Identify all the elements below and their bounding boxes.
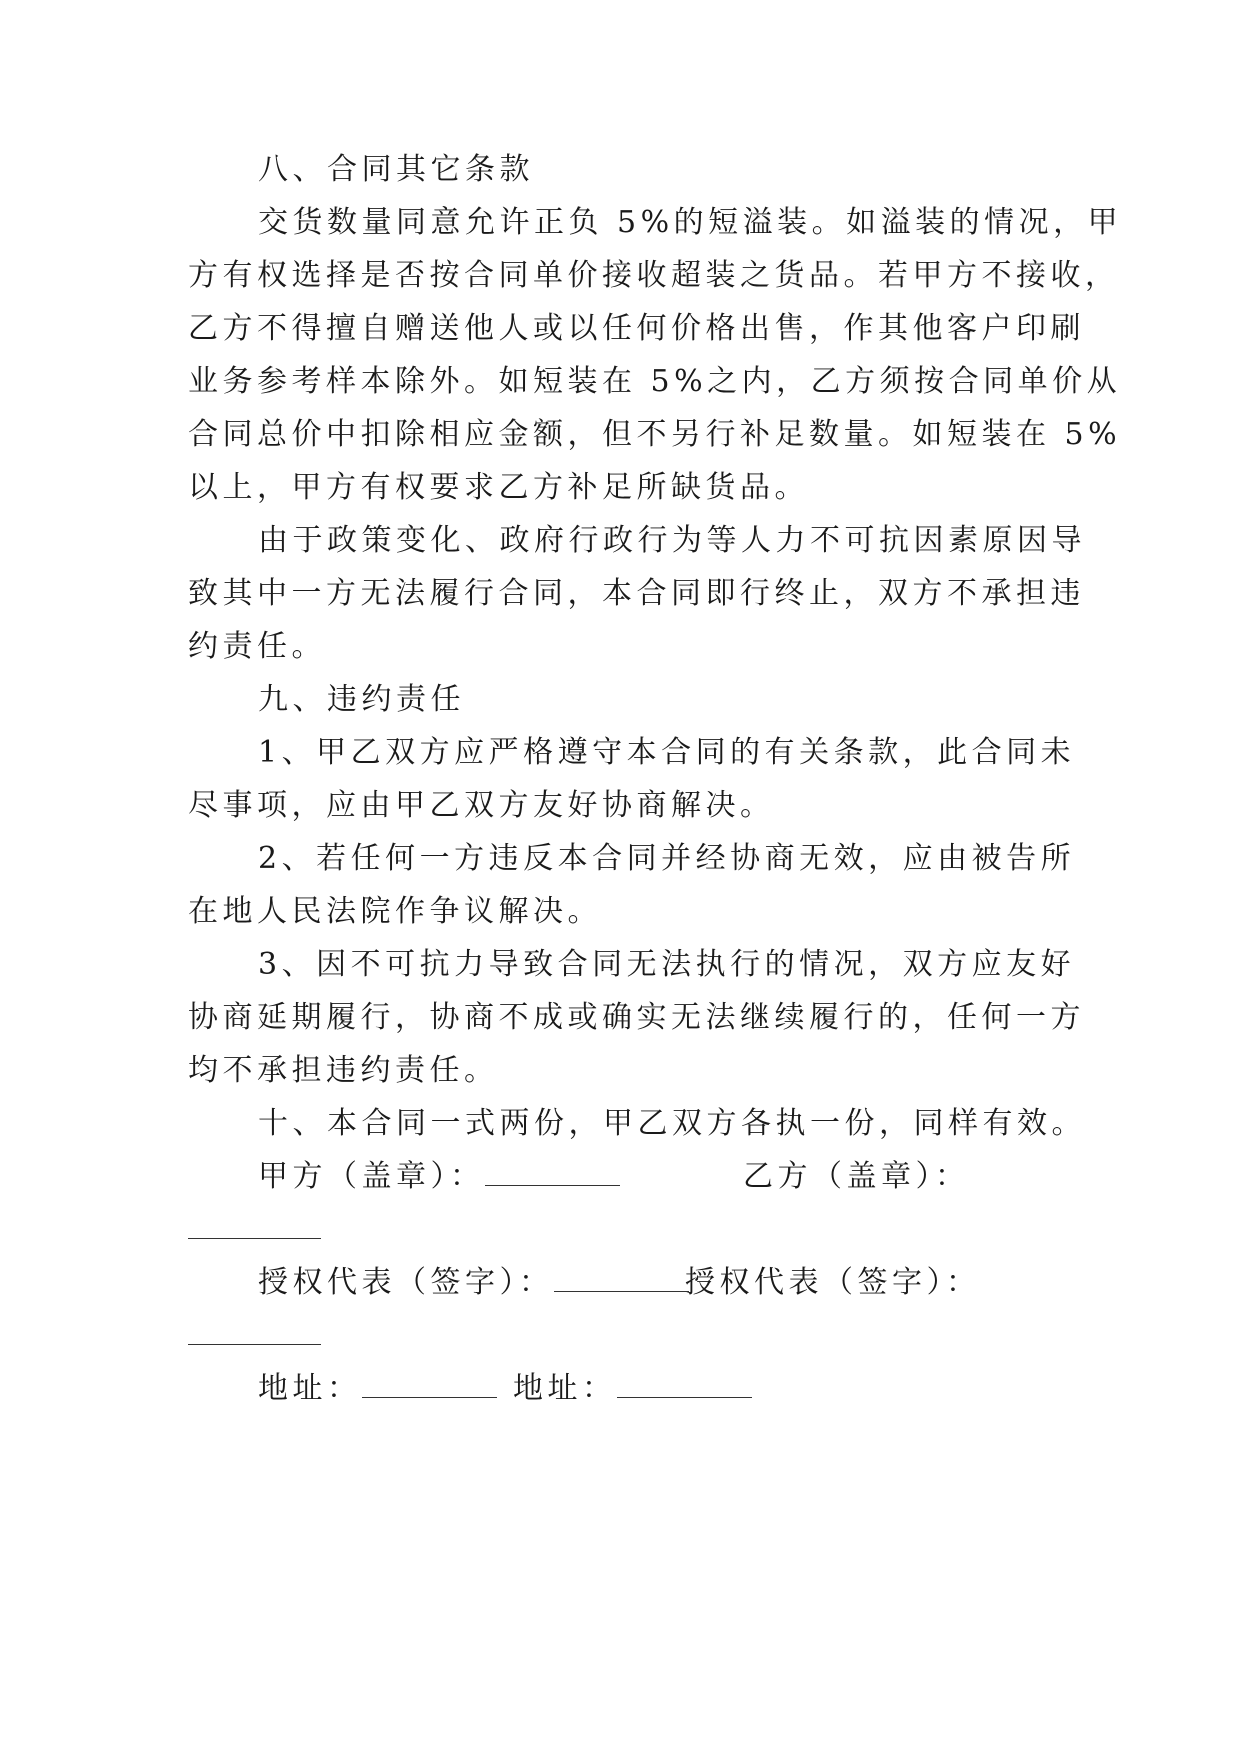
liability-item-1: 1、甲乙双方应严格遵守本合同的有关条款，此合同未 <box>258 735 1076 770</box>
paragraph-line: 致其中一方无法履行合同，本合同即行终止，双方不承担违 <box>188 576 1085 611</box>
paragraph-line: 由于政策变化、政府行政行为等人力不可抗因素原因导 <box>258 523 1086 558</box>
paragraph-line: 合同总价中扣除相应金额，但不另行补足数量。如短装在 5% <box>188 417 1122 452</box>
address-b-blank[interactable] <box>617 1373 752 1398</box>
rep-a-blank[interactable] <box>554 1267 689 1292</box>
liability-item-2: 2、若任何一方违反本合同并经协商无效，应由被告所 <box>258 841 1076 876</box>
liability-item-1-cont: 尽事项，应由甲乙双方友好协商解决。 <box>188 788 775 823</box>
address-b-label: 地址： <box>513 1371 617 1406</box>
paragraph-line: 交货数量同意允许正负 5%的短溢装。如溢装的情况，甲 <box>258 205 1123 240</box>
liability-item-3: 3、因不可抗力导致合同无法执行的情况，双方应友好 <box>258 947 1076 982</box>
address-a-blank[interactable] <box>362 1373 497 1398</box>
paragraph-line: 以上，甲方有权要求乙方补足所缺货品。 <box>188 470 809 505</box>
party-a-seal-blank[interactable] <box>485 1161 620 1186</box>
liability-item-3-cont: 均不承担违约责任。 <box>188 1053 499 1088</box>
address-b-row <box>513 1369 752 1409</box>
address-a-row <box>258 1369 497 1409</box>
section-heading-8: 八、合同其它条款 <box>258 152 534 187</box>
rep-a-row <box>258 1263 689 1303</box>
paragraph-line: 方有权选择是否按合同单价接收超装之货品。若甲方不接收， <box>188 258 1120 293</box>
address-a-label: 地址： <box>258 1371 362 1406</box>
party-b-seal-label: 乙方（盖章）： <box>743 1159 970 1194</box>
rep-b-blank[interactable] <box>188 1320 321 1345</box>
rep-a-label: 授权代表（签字）： <box>258 1265 554 1300</box>
paragraph-line: 业务参考样本除外。如短装在 5%之内，乙方须按合同单价从 <box>188 364 1122 399</box>
party-a-seal-label: 甲方（盖章）： <box>258 1159 485 1194</box>
paragraph-line: 乙方不得擅自赠送他人或以任何价格出售，作其他客户印刷 <box>188 311 1085 346</box>
liability-item-3-cont: 协商延期履行，协商不成或确实无法继续履行的，任何一方 <box>188 1000 1085 1035</box>
party-b-seal-blank[interactable] <box>188 1214 321 1239</box>
clause-10: 十、本合同一式两份，甲乙双方各执一份，同样有效。 <box>258 1106 1086 1141</box>
liability-item-2-cont: 在地人民法院作争议解决。 <box>188 894 602 929</box>
party-a-seal-row <box>258 1157 620 1197</box>
rep-b-label: 授权代表（签字）： <box>685 1265 981 1300</box>
party-b-seal-row <box>188 1210 321 1250</box>
section-heading-9: 九、违约责任 <box>258 682 465 717</box>
rep-b-row <box>188 1316 321 1356</box>
paragraph-line: 约责任。 <box>188 629 326 664</box>
